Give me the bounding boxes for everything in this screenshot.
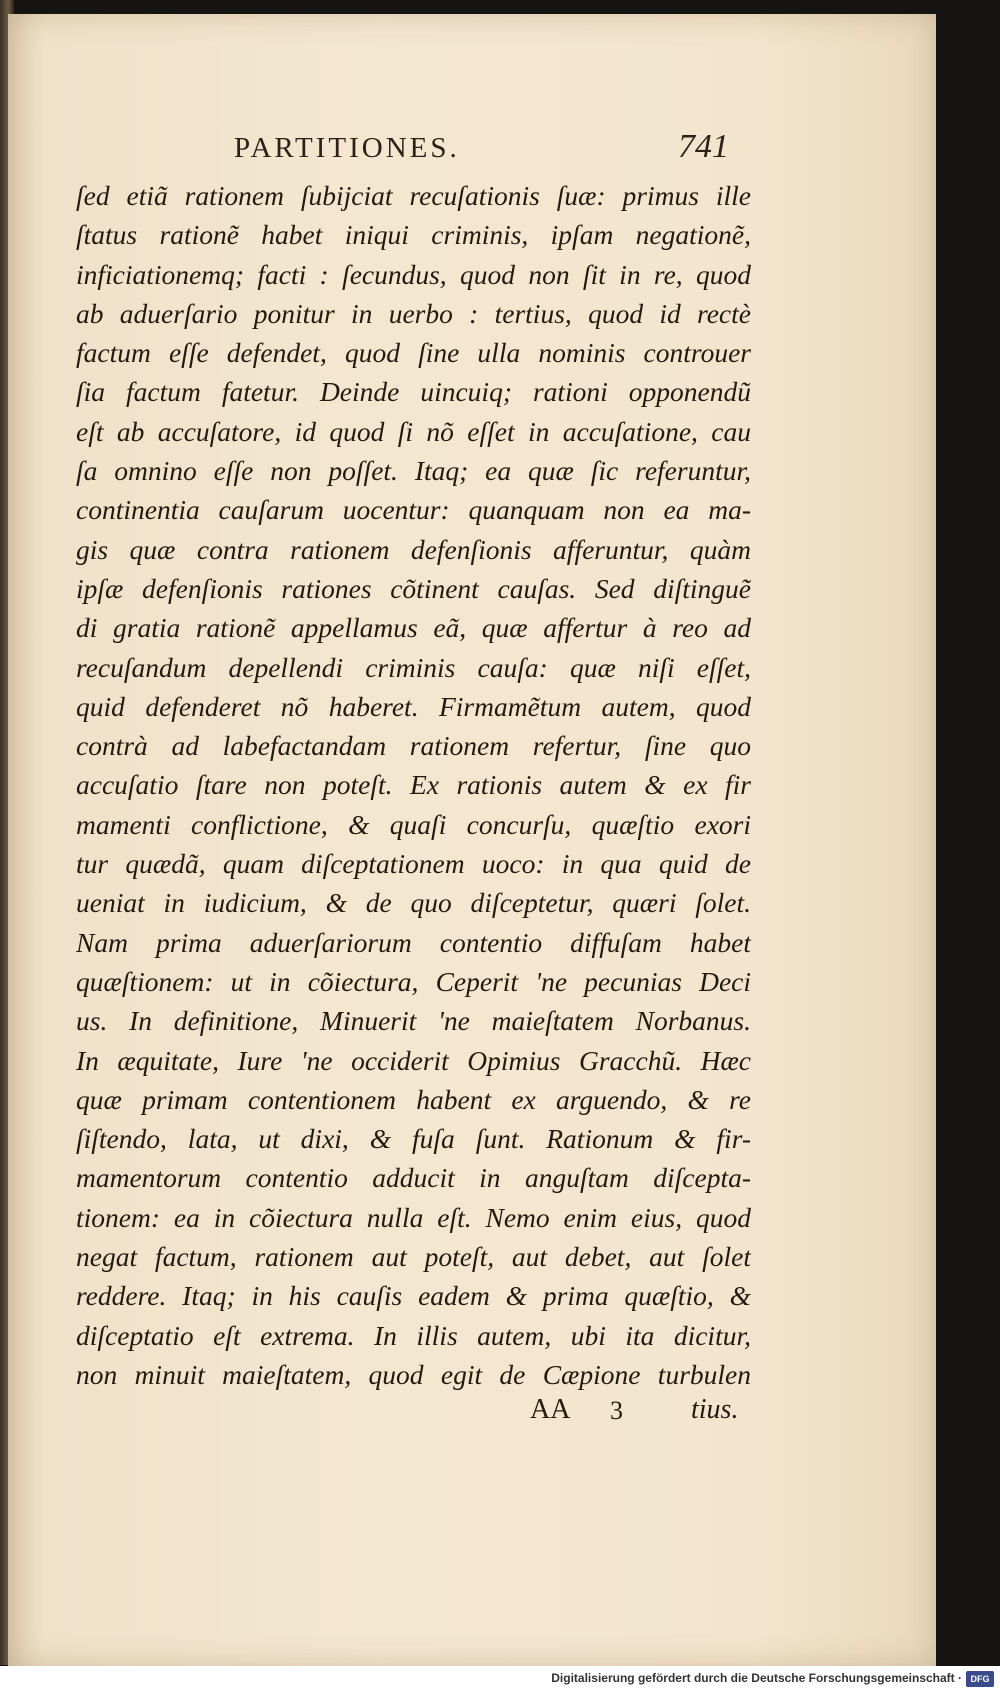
text-line: ſtatus rationẽ habet iniqui criminis, ipſam negationẽ,	[76, 219, 751, 251]
text-line: eſt ab accuſatore, id quod ſi nõ eſſet in accuſatione, cau	[76, 415, 751, 447]
text-line: ſia factum fatetur. Deinde uincuiq; rationi opponendũ	[76, 376, 751, 408]
text-line: quæ primam contentionem habent ex arguendo, & re	[76, 1083, 751, 1115]
text-line: di gratia rationẽ appellamus eã, quæ affertur à reo ad	[76, 612, 751, 644]
text-line: ipſæ defenſionis rationes cõtinent cauſas. Sed diſtinguẽ	[76, 572, 751, 604]
text-line: inficiationemq; facti : ſecundus, quod non ſit in re, quod	[76, 258, 751, 290]
text-line: gis quæ contra rationem defenſionis afferuntur, quàm	[76, 533, 751, 565]
funding-credit: Digitalisierung gefördert durch die Deutsche Forschungsgemeinschaft ·	[551, 1671, 962, 1685]
text-line: ſed etiã rationem ſubijciat recuſationis ſuæ: primus ille	[76, 180, 751, 211]
signature-mark: AA	[530, 1394, 571, 1425]
dfg-logo: DFG	[966, 1671, 994, 1687]
body-text	[76, 176, 751, 1394]
book-page	[8, 14, 936, 1666]
signature-number: 3	[610, 1396, 623, 1425]
text-line: contrà ad labefactandam rationem refertur, ſine quo	[76, 730, 751, 762]
text-line: mamenti conflictione, & quaſi concurſu, quæſtio exori	[76, 808, 751, 840]
text-line: negat factum, rationem aut poteſt, aut debet, aut ſolet	[76, 1241, 751, 1273]
text-line: tionem: ea in cõiectura nulla eſt. Nemo enim eius, quod	[76, 1201, 751, 1233]
text-line: quid defenderet nõ haberet. Firmamẽtum autem, quod	[76, 690, 751, 722]
page-header	[8, 128, 936, 172]
text-line: accuſatio ſtare non poteſt. Ex rationis autem & ex fir	[76, 769, 751, 801]
text-line: quæſtionem: ut in cõiectura, Ceperit 'ne pecunias Deci	[76, 965, 751, 997]
text-line: non minuit maieſtatem, quod egit de Cæpione turbulen	[76, 1358, 751, 1390]
text-line: diſceptatio eſt extrema. In illis autem, ubi ita dicitur,	[76, 1319, 751, 1351]
text-line: In æquitate, Iure 'ne occiderit Opimius Gracchũ. Hæc	[76, 1044, 751, 1076]
page-footer	[8, 1394, 936, 1434]
text-line: tur quædã, quam diſceptationem uoco: in qua quid de	[76, 848, 751, 880]
text-line: mamentorum contentio adducit in anguſtam diſcepta-	[76, 1162, 751, 1194]
page-number: 741	[678, 128, 729, 165]
running-head: PARTITIONES.	[234, 132, 460, 164]
text-line: continentia cauſarum uocentur: quanquam non ea ma-	[76, 494, 751, 526]
text-line: us. In definitione, Minuerit 'ne maieſtatem Norbanus.	[76, 1005, 751, 1037]
text-line: reddere. Itaq; in his cauſis eadem & prima quæſtio, &	[76, 1280, 751, 1312]
credit-bar	[0, 1666, 1000, 1693]
text-line: recuſandum depellendi criminis cauſa: quæ niſi eſſet,	[76, 651, 751, 683]
text-line: factum eſſe defendet, quod ſine ulla nominis controuer	[76, 337, 751, 369]
text-line: ſiſtendo, lata, ut dixi, & fuſa ſunt. Rationum & fir-	[76, 1123, 751, 1155]
text-line: ſa omnino eſſe non poſſet. Itaq; ea quæ ſic referuntur,	[76, 455, 751, 487]
text-line: Nam prima aduerſariorum contentio diffuſam habet	[76, 926, 751, 958]
catchword: tius.	[691, 1394, 739, 1425]
text-line: ab aduerſario ponitur in uerbo : tertius, quod id rectè	[76, 297, 751, 329]
text-line: ueniat in iudicium, & de quo diſceptetur, quæri ſolet.	[76, 887, 751, 919]
